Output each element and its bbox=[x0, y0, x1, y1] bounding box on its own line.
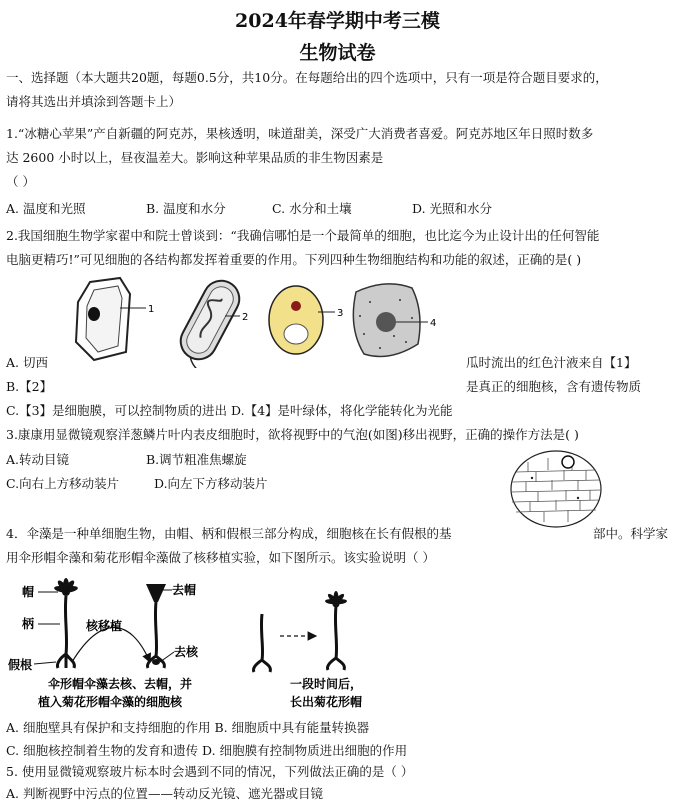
q3-option-c: C.向右上方移动装片 bbox=[6, 476, 120, 491]
q2-stem-line1: 2.我国细胞生物学家翟中和院士曾谈到：“我确信哪怕是一个最简单的细胞，也比迄今为止设计出的任何智能 bbox=[6, 228, 600, 243]
q5-option-a: A. 判断视野中污点的位置——转动反光镜、遮光器或目镜 bbox=[6, 786, 323, 801]
microscope-view-figure bbox=[508, 448, 604, 530]
section-instructions-line1: 一、选择题（本大题共20题，每题0.5分，共10分。在每题给出的四个选项中，只有一项是符合题目要求的， bbox=[6, 70, 608, 85]
label-remove-cap: 去帽 bbox=[172, 583, 197, 597]
label-3: 3 bbox=[337, 308, 344, 319]
q1-option-b: B. 温度和水分 bbox=[146, 201, 226, 216]
q2-options-cd: C.【3】是细胞膜，可以控制物质的进出 D.【4】是叶绿体，将化学能转化为光能 bbox=[6, 403, 453, 418]
section-instructions-line2: 请将其选出并填涂到答题卡上） bbox=[6, 94, 182, 109]
plant-cell-figure bbox=[76, 278, 154, 360]
label-transplant: 核移植 bbox=[86, 619, 123, 633]
q4-options-ab: A. 细胞壁具有保护和支持细胞的作用 B. 细胞质中具有能量转换器 bbox=[6, 720, 370, 735]
q2-stem-line2: 电脑更精巧!”可见细胞的各结构都发挥着重要的作用。下列四种生物细胞结构和功能的叙述，正确的是( ) bbox=[6, 252, 582, 267]
acetabularia-experiment-diagram bbox=[0, 576, 400, 712]
label-cap: 帽 bbox=[22, 585, 35, 599]
q2-option-b-left: B.【2】 bbox=[6, 379, 53, 394]
q3-option-b: B.调节粗准焦螺旋 bbox=[146, 452, 247, 467]
q1-stem-line1: 1.“冰糖心苹果”产自新疆的阿克苏，果核透明，味道甜美，深受广大消费者喜爱。阿克苏地区年日照时数多 bbox=[6, 126, 594, 141]
q5-stem: 5. 使用显微镜观察玻片标本时会遇到不同的情况，下列做法正确的是（ ） bbox=[6, 764, 414, 779]
q3-option-d: D.向左下方移动装片 bbox=[154, 476, 268, 491]
alga-regrown-chrysanthemum-cap bbox=[325, 591, 347, 670]
caption-left-line1: 伞形帽伞藻去核、去帽，并 bbox=[48, 677, 193, 691]
bacterium-figure bbox=[167, 274, 249, 368]
q1-option-c: C. 水分和土壤 bbox=[272, 201, 352, 216]
q4-stem-line1-left: 4．伞藻是一种单细胞生物，由帽、柄和假根三部分构成，细胞核在长有假根的基 bbox=[6, 526, 452, 541]
exam-title: 2024年春学期中考三模 bbox=[235, 10, 440, 32]
exam-subtitle: 生物试卷 bbox=[299, 42, 376, 64]
label-4: 4 bbox=[430, 318, 437, 329]
yeast-cell-figure bbox=[269, 286, 343, 354]
bubble-icon bbox=[562, 456, 574, 468]
alga-stalk-only bbox=[253, 614, 270, 672]
caption-right-line2: 长出菊花形帽 bbox=[290, 695, 363, 709]
animal-cell-figure bbox=[353, 284, 436, 357]
label-rhizoid: 假根 bbox=[8, 658, 33, 672]
q2-cell-diagrams bbox=[60, 272, 460, 368]
label-1: 1 bbox=[148, 304, 155, 315]
label-remove-nucleus: 去核 bbox=[174, 645, 199, 659]
label-stalk: 柄 bbox=[22, 617, 35, 631]
caption-left-line2: 植入菊花形帽伞藻的细胞核 bbox=[38, 695, 183, 709]
q3-stem: 3.康康用显微镜观察洋葱鳞片叶内表皮细胞时，欲将视野中的气泡(如图)移出视野，正确的操作方法是( ) bbox=[6, 427, 579, 442]
alga-umbrella-cap bbox=[146, 584, 166, 668]
caption-right-line1: 一段时间后， bbox=[290, 677, 363, 691]
q4-options-cd: C. 细胞核控制着生物的发育和遗传 D. 细胞膜有控制物质进出细胞的作用 bbox=[6, 743, 408, 758]
q2-option-a-right: 瓜时流出的红色汁液来自【1】 bbox=[466, 355, 637, 370]
q4-stem-line1-right: 部中。科学家 bbox=[593, 526, 669, 541]
q2-option-b-right: 是真正的细胞核，含有遗传物质 bbox=[466, 379, 642, 394]
q3-option-a: A.转动目镜 bbox=[6, 452, 70, 467]
q1-stem-line2: 达 2600 小时以上，昼夜温差大。影响这种苹果品质的非生物因素是 bbox=[6, 150, 384, 165]
label-2: 2 bbox=[242, 312, 249, 323]
q2-option-a-left: A. 切西 bbox=[6, 355, 48, 370]
q1-option-d: D. 光照和水分 bbox=[412, 201, 493, 216]
q1-answer-paren: （ ） bbox=[6, 174, 35, 189]
q1-option-a: A. 温度和光照 bbox=[6, 201, 86, 216]
q4-stem-line2: 用伞形帽伞藻和菊花形帽伞藻做了核移植实验，如下图所示。该实验说明（ ） bbox=[6, 550, 435, 565]
